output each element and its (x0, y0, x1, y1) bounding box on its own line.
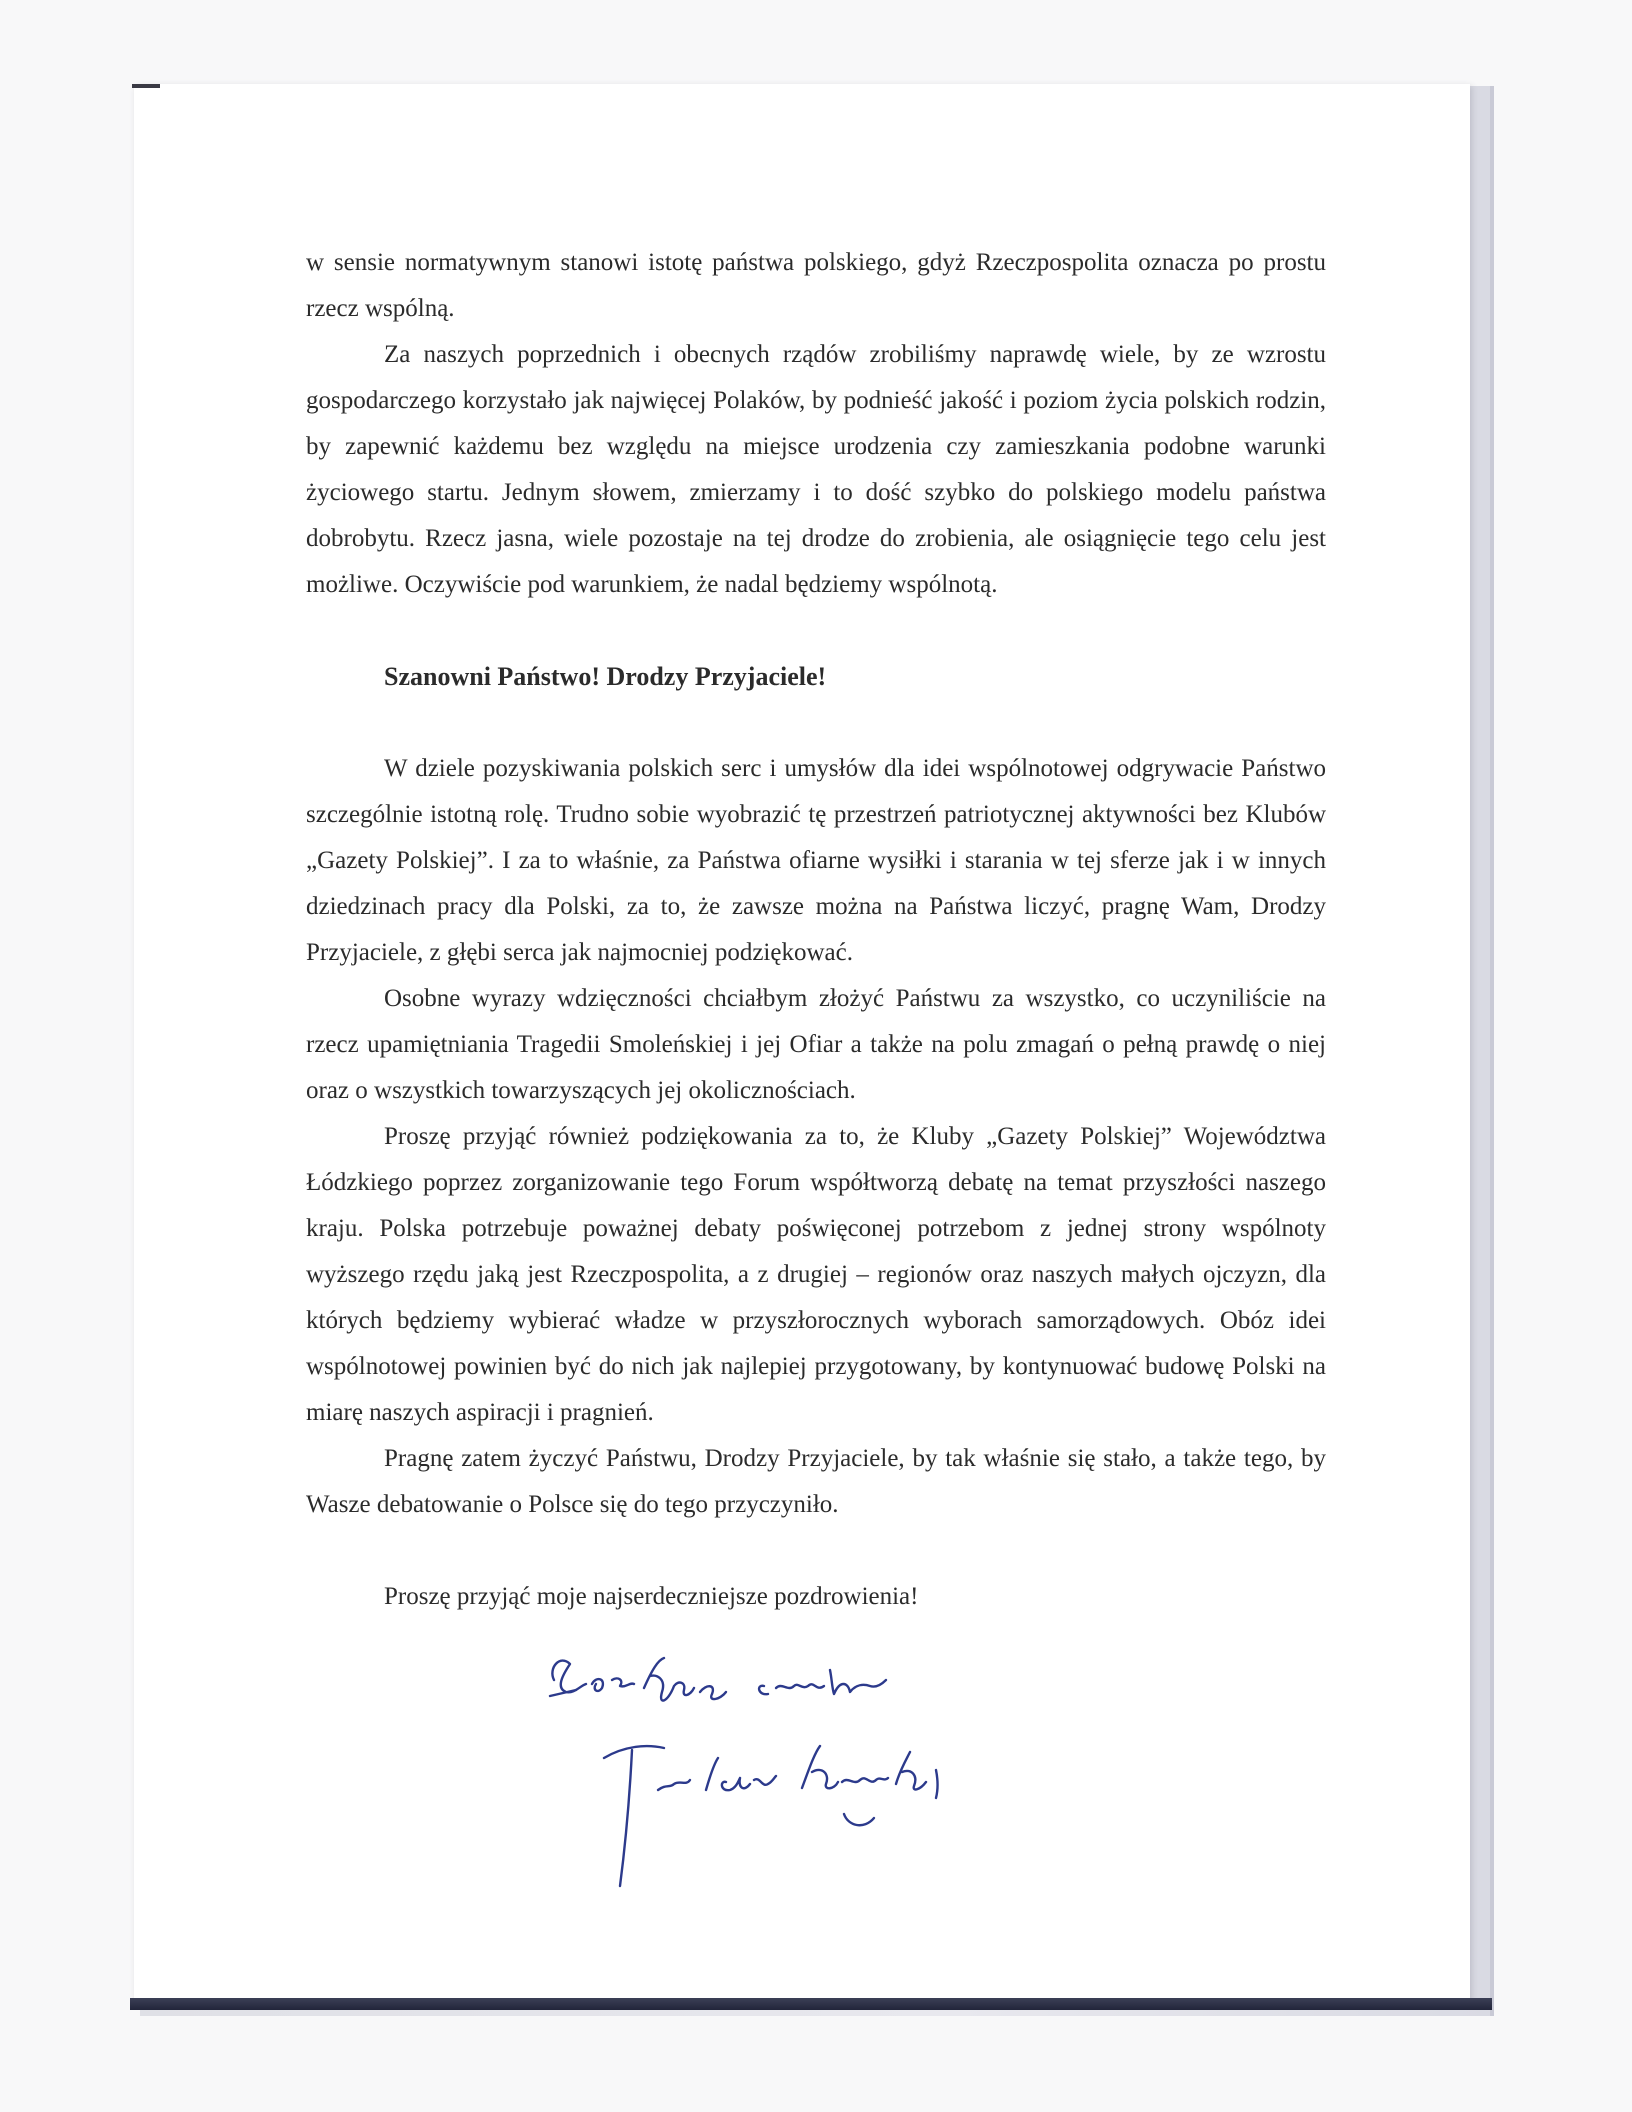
folder-bottom-edge (130, 1998, 1492, 2010)
corner-mark (132, 84, 160, 88)
paragraph-welfare-state: Za naszych poprzednich i obecnych rządów zrobiliśmy naprawdę wiele, by ze wzrostu gospodarczego korzystało jak najwięcej Polaków, by podnieść jakość i poziom życia polskich rodzin, by zapewnić każdemu bez względu na miejsce urodzenia czy zamieszkania podobne warunki życiowego startu. Jednym słowem, zmierzamy i to dość szybko do polskiego modelu państwa dobrobytu. Rzecz jasna, wiele pozostaje na tej drodze do zrobienia, ale osiągnięcie tego celu jest możliwe. Oczywiście pod warunkiem, że nadal będziemy wspólnotą. (306, 341, 1326, 598)
salutation-heading: Szanowni Państwo! Drodzy Przyjaciele! (384, 662, 827, 691)
paragraph-clubs-thanks: W dziele pozyskiwania polskich serc i umysłów dla idei wspólnotowej odgrywacie Państwo szczególnie istotną rolę. Trudno sobie wyobrazić tę przestrzeń patriotycznej aktywności bez Klubów „Gazety Polskiej”. I za to właśnie, za Państwa ofiarne wysiłki i starania w tej sferze jak i w innych dziedzinach pracy dla Polski, za to, że zawsze można na Państwa liczyć, pragnę Wam, Drodzy Przyjaciele, z głębi serca jak najmocniej podziękować. (306, 755, 1326, 966)
paragraph-forum: Proszę przyjąć również podziękowania za to, że Kluby „Gazety Polskiej” Województwa Łódzkiego poprzez zorganizowanie tego Forum współtworzą debatę na temat przyszłości naszego kraju. Polska potrzebuje poważnej debaty poświęconej potrzebom z jednej strony wspólnoty wyższego rzędu jaką jest Rzeczpospolita, a z drugiej – regionów oraz naszych małych ojczyzn, dla których będziemy wybierać władze w przyszłorocznych wyborach samorządowych. Obóz idei wspólnotowej powinien być do nich jak najlepiej przygotowany, by kontynuować budowę Polski na miarę naszych aspiracji i pragnień. (306, 1123, 1326, 1426)
paragraph-continuation: w sensie normatywnym stanowi istotę państwa polskiego, gdyż Rzeczpospolita oznacza po prostu rzecz wspólną. (306, 249, 1326, 322)
paragraph-wishes: Pragnę zatem życzyć Państwu, Drodzy Przyjaciele, by tak właśnie się stało, a także tego, by Wasze debatowanie o Polsce się do tego przyczyniło. (306, 1445, 1326, 1518)
closing-line: Proszę przyjąć moje najserdeczniejsze pozdrowienia! (384, 1583, 919, 1610)
letter-text (306, 240, 1326, 1620)
handwritten-signature (540, 1640, 980, 1890)
paragraph-smolensk: Osobne wyrazy wdzięczności chciałbym złożyć Państwu za wszystko, co uczyniliście na rzecz upamiętniania Tragedii Smoleńskiej i jej Ofiar a także na polu zmagań o pełną prawdę o niej oraz o wszystkich towarzyszących jej okolicznościach. (306, 985, 1326, 1104)
